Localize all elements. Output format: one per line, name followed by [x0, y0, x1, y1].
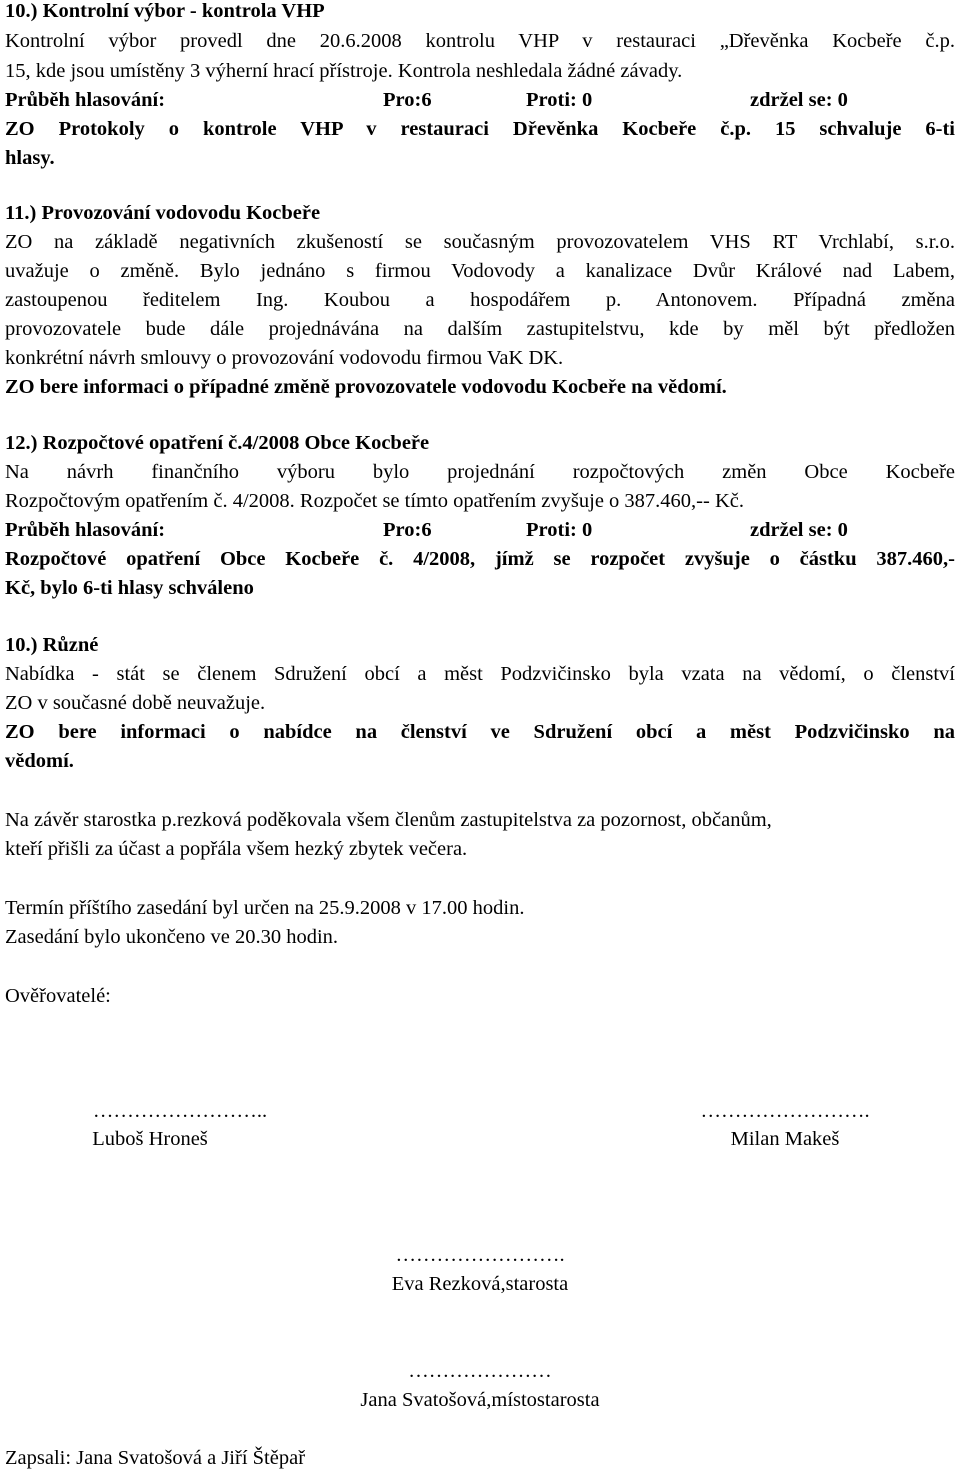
- verifier-name: Milan Makeš: [730, 1128, 840, 1150]
- paragraph-line: zastoupenou ředitelem Ing. Koubou a hospodářem p. Antonovem. Případná změna: [5, 289, 955, 311]
- vote-row: [5, 516, 955, 545]
- signature-line: …………………: [408, 1360, 552, 1382]
- paragraph-line: Kontrolní výbor provedl dne 20.6.2008 kontrolu VHP v restauraci „Dřevěnka Kocbeře č.p.: [5, 30, 955, 52]
- paragraph-line: ZO v současné době neuvažuje.: [5, 692, 266, 714]
- vote-pro: Pro:6: [383, 89, 432, 111]
- vote-pro: Pro:6: [383, 519, 432, 541]
- meeting-end: Zasedání bylo ukončeno ve 20.30 hodin.: [5, 926, 339, 948]
- vote-zdrzel: zdržel se: 0: [750, 519, 848, 541]
- section-heading: 12.) Rozpočtové opatření č.4/2008 Obce Kocbeře: [5, 432, 430, 454]
- paragraph-line: provozovatele bude dále projednávána na dalším zastupitelstvu, kde by měl být předložen: [5, 318, 955, 340]
- resolution-line: ZO Protokoly o kontrole VHP v restauraci Dřevěnka Kocbeře č.p. 15 schvaluje 6-ti: [5, 118, 955, 140]
- resolution-line: Rozpočtové opatření Obce Kocbeře č. 4/2008, jímž se rozpočet zvyšuje o částku 387.460,-: [5, 548, 955, 570]
- vote-row: [5, 86, 955, 115]
- paragraph-line: konkrétní návrh smlouvy o provozování vodovodu firmou VaK DK.: [5, 347, 564, 369]
- resolution-line: vědomí.: [5, 750, 74, 772]
- signature-line: …………………….: [700, 1100, 870, 1122]
- paragraph-line: Nabídka - stát se členem Sdružení obcí a měst Podzvičinsko byla vzata na vědomí, o členství: [5, 663, 955, 685]
- resolution-line: ZO bere informaci o nabídce na členství ve Sdružení obcí a měst Podzvičinsko na: [5, 721, 955, 743]
- closing-line: kteří přišli za účast a popřála všem hezký zbytek večera.: [5, 838, 468, 860]
- paragraph-line: ZO na základě negativních zkušeností se současným provozovatelem VHS RT Vrchlabí, s.r.o.: [5, 231, 955, 253]
- resolution-line: Kč, bylo 6-ti hlasy schváleno: [5, 577, 254, 599]
- paragraph-line: Na návrh finančního výboru bylo projednání rozpočtových změn Obce Kocbeře: [5, 461, 955, 483]
- section-heading: 10.) Kontrolní výbor - kontrola VHP: [5, 0, 325, 22]
- section-heading: 11.) Provozování vodovodu Kocbeře: [5, 202, 321, 224]
- vote-proti: Proti: 0: [526, 89, 593, 111]
- paragraph-line: Rozpočtovým opatřením č. 4/2008. Rozpočet se tímto opatřením zvyšuje o 387.460,-- Kč.: [5, 490, 744, 512]
- section-heading: 10.) Různé: [5, 634, 99, 656]
- vote-label: Průběh hlasování:: [5, 89, 166, 111]
- verifiers-label: Ověřovatelé:: [5, 985, 111, 1007]
- paragraph-line: 15, kde jsou umístěny 3 výherní hrací přístroje. Kontrola neshledala žádné závady.: [5, 60, 683, 82]
- closing-line: Na závěr starostka p.rezková poděkovala všem členům zastupitelstva za pozornost, občanům,: [5, 809, 772, 831]
- mayor-name: Eva Rezková,starosta: [391, 1273, 569, 1295]
- signature-line: ……………………..: [92, 1100, 268, 1122]
- verifier-name: Luboš Hroneš: [92, 1128, 208, 1150]
- vote-zdrzel: zdržel se: 0: [750, 89, 848, 111]
- vote-label: Průběh hlasování:: [5, 519, 166, 541]
- resolution-line: hlasy.: [5, 147, 55, 169]
- vote-proti: Proti: 0: [526, 519, 593, 541]
- recorded-by: Zapsali: Jana Svatošová a Jiří Štěpař: [5, 1447, 306, 1469]
- next-meeting: Termín příštího zasedání byl určen na 25.9.2008 v 17.00 hodin.: [5, 897, 525, 919]
- resolution-line: ZO bere informaci o případné změně provozovatele vodovodu Kocbeře na vědomí.: [5, 376, 727, 398]
- paragraph-line: uvažuje o změně. Bylo jednáno s firmou Vodovody a kanalizace Dvůr Králové nad Labem,: [5, 260, 955, 282]
- signature-line: …………………….: [395, 1244, 565, 1266]
- deputy-name: Jana Svatošová,místostarosta: [360, 1389, 600, 1411]
